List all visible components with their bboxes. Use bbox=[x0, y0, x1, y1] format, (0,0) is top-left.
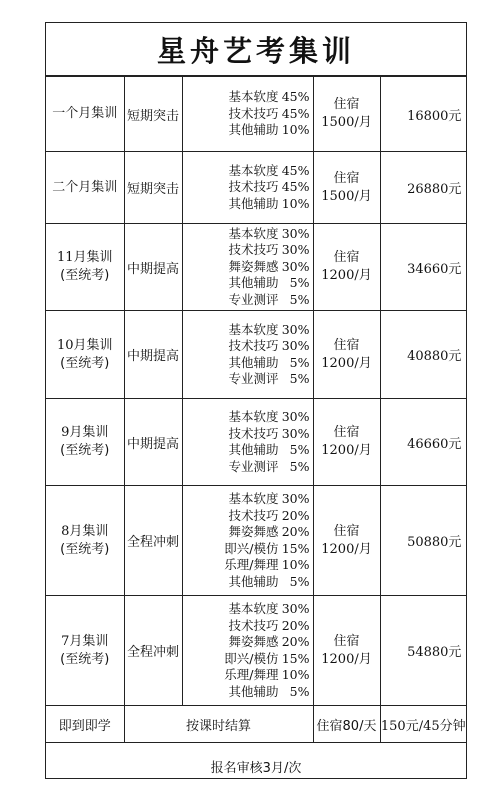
subject-percent: 30% bbox=[281, 425, 310, 441]
course-price bbox=[380, 224, 466, 311]
course-name bbox=[46, 399, 124, 486]
subject-name: 舞姿舞感 bbox=[228, 634, 279, 649]
accommodation-fee: 1200/月 bbox=[321, 355, 372, 371]
subject-item bbox=[228, 459, 309, 476]
accommodation-fee: 1200/月 bbox=[321, 651, 372, 667]
subject-item bbox=[228, 259, 309, 276]
accommodation-label: 住宿 bbox=[333, 337, 360, 353]
course-name-line: 二个月集训 bbox=[52, 179, 118, 195]
course-price-value: 26880元 bbox=[407, 182, 462, 197]
subject-name: 即兴/模仿 bbox=[224, 540, 279, 556]
course-type: 全程冲刺 bbox=[124, 596, 182, 706]
subject-name: 基本软度 bbox=[228, 491, 279, 506]
course-price-value: 16800元 bbox=[407, 108, 462, 124]
accommodation bbox=[313, 77, 380, 152]
course-price bbox=[380, 77, 466, 152]
course-price bbox=[380, 486, 466, 596]
subject-percent: 20% bbox=[281, 524, 310, 539]
subject-name: 技术技巧 bbox=[228, 617, 279, 633]
accommodation-label: 住宿 bbox=[333, 523, 360, 539]
course-price-value: 34660元 bbox=[407, 261, 462, 277]
course-row bbox=[46, 486, 466, 596]
subject-item bbox=[228, 196, 309, 213]
subject-name: 其他辅助 bbox=[228, 354, 279, 370]
subject-name: 专业测评 bbox=[228, 371, 279, 386]
subject-percent: 45% bbox=[281, 162, 310, 178]
subject-percent: 45% bbox=[281, 89, 310, 105]
course-name-line: 一个月集训 bbox=[52, 106, 118, 121]
course-name bbox=[46, 596, 124, 706]
accommodation bbox=[313, 486, 380, 596]
subject-percent: 10% bbox=[281, 557, 310, 572]
subject-name: 基本软度 bbox=[228, 601, 279, 616]
subject-item bbox=[228, 634, 309, 651]
subject-item bbox=[228, 684, 309, 701]
course-price-value: 46660元 bbox=[407, 436, 462, 452]
course-name bbox=[46, 152, 124, 224]
subject-percent: 5% bbox=[289, 275, 310, 291]
course-name bbox=[46, 486, 124, 596]
course-row bbox=[46, 152, 466, 224]
subject-name: 基本软度 bbox=[228, 162, 279, 178]
subject-name: 技术技巧 bbox=[228, 242, 279, 258]
subject-name: 其他辅助 bbox=[228, 683, 279, 699]
accommodation-label: 住宿 bbox=[333, 170, 360, 186]
course-name-line: (至统考) bbox=[60, 651, 110, 667]
course-name-line: (至统考) bbox=[60, 541, 110, 557]
daily-accommodation: 住宿80/天 bbox=[313, 706, 380, 743]
subject-percent: 30% bbox=[281, 409, 310, 424]
course-type: 中期提高 bbox=[124, 399, 182, 486]
subject-percent: 30% bbox=[281, 258, 310, 274]
course-name-line: (至统考) bbox=[60, 268, 110, 283]
accommodation-label: 住宿 bbox=[333, 97, 360, 112]
subject-item bbox=[224, 667, 309, 684]
course-price bbox=[380, 596, 466, 706]
subject-name: 技术技巧 bbox=[228, 338, 279, 353]
subject-item bbox=[224, 651, 309, 668]
subject-name: 技术技巧 bbox=[228, 425, 279, 441]
subject-item bbox=[228, 355, 309, 372]
subject-name: 专业测评 bbox=[228, 291, 279, 307]
course-name-line: 9月集训 bbox=[61, 425, 109, 440]
course-price-value: 40880元 bbox=[407, 349, 462, 364]
course-price-value: 54880元 bbox=[407, 645, 462, 660]
subject-item bbox=[228, 338, 309, 355]
walk-in-label: 即到即学 bbox=[46, 706, 124, 743]
subject-name: 基本软度 bbox=[228, 409, 279, 424]
subject-item bbox=[228, 122, 309, 139]
course-name-line: 10月集训 bbox=[56, 337, 113, 353]
subject-item bbox=[228, 508, 309, 525]
subject-item bbox=[228, 618, 309, 635]
subject-item bbox=[228, 601, 309, 618]
subject-name: 技术技巧 bbox=[228, 179, 279, 195]
subject-name: 即兴/模仿 bbox=[224, 650, 279, 666]
subject-name: 专业测评 bbox=[228, 458, 279, 474]
subject-percent: 5% bbox=[289, 371, 310, 386]
hourly-price: 150元/45分钟 bbox=[380, 706, 466, 743]
subject-breakdown bbox=[182, 486, 313, 596]
subject-item bbox=[228, 179, 309, 196]
subject-percent: 10% bbox=[281, 195, 310, 211]
course-row bbox=[46, 596, 466, 706]
subject-item bbox=[228, 275, 309, 292]
accommodation-fee: 1500/月 bbox=[321, 188, 372, 204]
subject-percent: 20% bbox=[281, 634, 310, 649]
subject-item bbox=[228, 242, 309, 259]
billing-note: 按课时结算 bbox=[124, 706, 313, 743]
subject-name: 乐理/舞理 bbox=[224, 667, 279, 682]
subject-percent: 15% bbox=[281, 650, 310, 666]
accommodation-fee: 1200/月 bbox=[321, 268, 372, 283]
subject-percent: 45% bbox=[281, 105, 310, 121]
accommodation-fee: 1200/月 bbox=[321, 541, 372, 557]
course-name-line: 11月集训 bbox=[56, 250, 113, 265]
price-sheet bbox=[45, 22, 467, 779]
course-price-value: 50880元 bbox=[407, 535, 462, 550]
accommodation-fee: 1200/月 bbox=[321, 443, 372, 458]
accommodation bbox=[313, 311, 380, 399]
subject-item bbox=[228, 106, 309, 123]
subject-percent: 20% bbox=[281, 507, 310, 523]
course-name-line: 8月集训 bbox=[61, 523, 109, 539]
subject-item bbox=[228, 442, 309, 459]
course-type: 中期提高 bbox=[124, 311, 182, 399]
subject-percent: 30% bbox=[281, 242, 310, 258]
course-price bbox=[380, 152, 466, 224]
subject-percent: 5% bbox=[289, 573, 310, 589]
subject-percent: 30% bbox=[281, 491, 310, 506]
course-row bbox=[46, 224, 466, 311]
subject-item bbox=[228, 426, 309, 443]
subject-percent: 30% bbox=[281, 321, 310, 337]
course-name-line: (至统考) bbox=[60, 443, 110, 458]
subject-breakdown bbox=[182, 152, 313, 224]
course-name-line: 7月集训 bbox=[61, 633, 109, 649]
subject-breakdown bbox=[182, 399, 313, 486]
accommodation bbox=[313, 399, 380, 486]
subject-name: 其他辅助 bbox=[228, 442, 279, 457]
subject-item bbox=[228, 524, 309, 541]
subject-item bbox=[228, 491, 309, 508]
subject-item bbox=[228, 226, 309, 243]
registration-note: 报名审核3月/次 bbox=[46, 743, 466, 791]
subject-name: 基本软度 bbox=[228, 321, 279, 337]
course-name bbox=[46, 311, 124, 399]
subject-item bbox=[228, 409, 309, 426]
subject-percent: 20% bbox=[281, 617, 310, 633]
subject-percent: 5% bbox=[289, 458, 310, 474]
subject-percent: 30% bbox=[281, 601, 310, 616]
accommodation bbox=[313, 152, 380, 224]
subject-item bbox=[228, 163, 309, 180]
subject-percent: 30% bbox=[281, 338, 310, 353]
subject-item bbox=[228, 292, 309, 309]
subject-percent: 10% bbox=[281, 122, 310, 138]
course-row bbox=[46, 399, 466, 486]
subject-item bbox=[228, 371, 309, 388]
subject-breakdown bbox=[182, 311, 313, 399]
accommodation-label: 住宿 bbox=[333, 633, 360, 649]
subject-name: 技术技巧 bbox=[228, 105, 279, 121]
course-type: 短期突击 bbox=[124, 77, 182, 152]
subject-breakdown bbox=[182, 596, 313, 706]
registration-row bbox=[46, 743, 466, 791]
course-type: 短期突击 bbox=[124, 152, 182, 224]
subject-name: 其他辅助 bbox=[228, 122, 279, 138]
subject-item bbox=[228, 89, 309, 106]
accommodation-label: 住宿 bbox=[333, 250, 360, 265]
course-price bbox=[380, 399, 466, 486]
course-name-line: (至统考) bbox=[60, 355, 110, 371]
subject-name: 其他辅助 bbox=[228, 195, 279, 211]
subject-name: 其他辅助 bbox=[228, 573, 279, 589]
course-type: 中期提高 bbox=[124, 224, 182, 311]
subject-name: 舞姿舞感 bbox=[228, 524, 279, 539]
subject-percent: 45% bbox=[281, 179, 310, 195]
course-table bbox=[46, 76, 466, 790]
course-price bbox=[380, 311, 466, 399]
subject-name: 基本软度 bbox=[228, 225, 279, 241]
accommodation-fee: 1500/月 bbox=[321, 115, 372, 130]
subject-item bbox=[228, 322, 309, 339]
accommodation-label: 住宿 bbox=[333, 425, 360, 440]
sheet-title: 星舟艺考集训 bbox=[46, 23, 466, 76]
subject-breakdown bbox=[182, 224, 313, 311]
subject-percent: 5% bbox=[289, 442, 310, 457]
subject-name: 技术技巧 bbox=[228, 507, 279, 523]
subject-breakdown bbox=[182, 77, 313, 152]
subject-name: 其他辅助 bbox=[228, 275, 279, 291]
course-row bbox=[46, 311, 466, 399]
subject-percent: 15% bbox=[281, 540, 310, 556]
accommodation bbox=[313, 224, 380, 311]
accommodation bbox=[313, 596, 380, 706]
course-name bbox=[46, 224, 124, 311]
subject-percent: 5% bbox=[289, 354, 310, 370]
subject-percent: 5% bbox=[289, 291, 310, 307]
subject-name: 基本软度 bbox=[228, 89, 279, 105]
subject-item bbox=[224, 557, 309, 574]
subject-percent: 5% bbox=[289, 683, 310, 699]
subject-percent: 30% bbox=[281, 225, 310, 241]
subject-name: 乐理/舞理 bbox=[224, 557, 279, 572]
course-row bbox=[46, 77, 466, 152]
subject-item bbox=[228, 574, 309, 591]
subject-item bbox=[224, 541, 309, 558]
course-name bbox=[46, 77, 124, 152]
course-type: 全程冲刺 bbox=[124, 486, 182, 596]
subject-name: 舞姿舞感 bbox=[228, 258, 279, 274]
walk-in-row bbox=[46, 706, 466, 743]
subject-percent: 10% bbox=[281, 667, 310, 682]
